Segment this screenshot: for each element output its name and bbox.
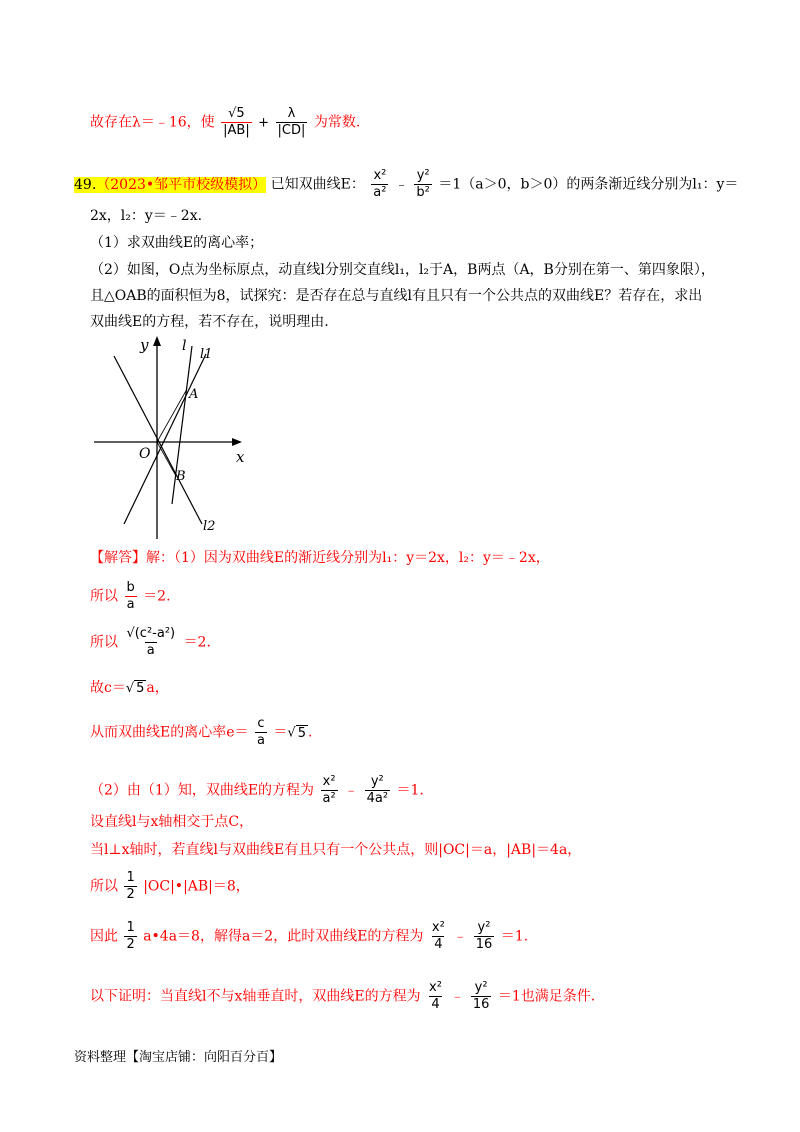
segment-ob: [157, 442, 176, 476]
result-line: [90, 106, 360, 139]
solution-line-11: 以下证明：当直线l不与x轴垂直时，双曲线E的方程为 $\frac{\text{x²}}{4}$ ﹣ $\frac{\text{y²}}{16}$ ＝1也满足条件.: [90, 980, 596, 1012]
solution-line-2: 所以 $\frac{b}{a}$ ＝2.: [90, 580, 171, 612]
question-1: （1）求双曲线E的离心率；: [90, 235, 264, 251]
problem-number: 49.（2023•邹平市校级模拟）: [74, 176, 267, 193]
hyperbola-figure: [90, 334, 260, 544]
fraction-x2-4-b: $\frac{\text{x²}}{4}$: [429, 980, 442, 1012]
fraction-y2-16-b: $\frac{\text{y²}}{16}$: [472, 980, 490, 1012]
solution-line-6: （2）由（1）知，双曲线E的方程为 $\frac{\text{x²}}{\text{a²}}$ ﹣ $\frac{\text{y²}}{\text{4a²}}$ ＝1.: [90, 774, 424, 806]
label-a: A: [189, 387, 199, 402]
line-l1: [124, 354, 206, 524]
label-l: l: [182, 338, 187, 354]
label-l1: l1: [200, 347, 213, 362]
solution-line-8: 当l⊥x轴时，若直线l与双曲线E有且只有一个公共点，则|OC|＝a，|AB|＝4a，: [90, 842, 582, 858]
fraction-x2-4: $\frac{\text{x²}}{4}$: [431, 920, 445, 952]
sqrt-5-result: √ 5: [287, 725, 306, 741]
fraction-x2-a2: $\frac{\text{x²}}{\text{a²}}$: [373, 168, 387, 200]
result-prefix: 故存在λ＝﹣16，使: [90, 114, 215, 131]
x-axis-arrow: [232, 438, 242, 446]
plus-sign: +: [258, 115, 270, 131]
solution-line-3: 所以 $\frac{\text{√(c²-a²)}}{a}$ ＝2.: [90, 626, 211, 658]
question-2-line-1: （2）如图，O点为坐标原点，动直线l分别交直线l₁，l₂于A，B两点（A，B分别在第一、第四象限），: [90, 262, 715, 278]
fraction-c-a: $\frac{c}{a}$: [256, 716, 265, 748]
label-y: y: [140, 336, 149, 354]
fraction-lambda-cd: $\frac{\lambda}{|CD|}$: [277, 106, 306, 138]
fraction-sqrt5-ab: $\frac{√5}{|AB|}$: [223, 106, 250, 138]
fraction-one-half: $\frac{1}{2}$: [126, 870, 135, 902]
label-l2: l2: [203, 519, 216, 534]
problem-line-2: 2x，l₂：y＝﹣2x.: [90, 208, 203, 224]
fraction-b-a: $\frac{b}{a}$: [126, 580, 135, 612]
solution-tag: 【解答】: [90, 550, 146, 566]
footer-text: 资料整理【淘宝店铺：向阳百分百】: [74, 1050, 283, 1065]
label-o: O: [139, 446, 151, 462]
label-x: x: [236, 448, 245, 466]
solution-line-9: 所以 $\frac{1}{2}$ |OC|•|AB|＝8，: [90, 870, 250, 902]
fraction-sqrt-c2-a2-over-a: $\frac{\text{√(c²-a²)}}{a}$: [126, 626, 176, 658]
problem-header: 49.（2023•邹平市校级模拟） 已知双曲线E： $\frac{\text{x²}}{\text{a²}}$ ﹣ $\frac{\text{y²}}{\text{b²}}$ ＝1（a＞0，b＞0）的两条渐近线分别为l₁：y＝: [74, 168, 739, 200]
problem-intro: 已知双曲线E：: [270, 176, 365, 193]
y-axis-arrow: [153, 336, 161, 346]
fraction-one-half-2: $\frac{1}{2}$: [126, 920, 135, 952]
sqrt-5: √ 5: [125, 681, 145, 696]
solution-line-5: 从而双曲线E的离心率e＝ $\frac{c}{a}$ ＝√ 5 .: [90, 716, 313, 748]
question-2-line-2: 且△OAB的面积恒为8，试探究：是否存在总与直线l有且只有一个公共点的双曲线E？若存在，求出: [90, 288, 703, 304]
question-2-line-3: 双曲线E的方程，若不存在，说明理由.: [90, 314, 329, 330]
problem-condition: ＝1（a＞0，b＞0）的两条渐近线分别为l₁：y＝: [438, 176, 739, 193]
label-b: B: [176, 469, 186, 484]
result-suffix: 为常数.: [313, 114, 361, 131]
solution-line-1: 【解答】解：（1）因为双曲线E的渐近线分别为l₁：y＝2x，l₂：y＝﹣2x，: [90, 550, 550, 566]
fraction-y2-4a2: $\frac{\text{y²}}{\text{4a²}}$: [366, 774, 389, 806]
solution-line-7: 设直线l与x轴相交于点C，: [90, 814, 254, 830]
fraction-y2-16: $\frac{\text{y²}}{16}$: [475, 920, 493, 952]
solution-line-4: 故c＝√ 5 a，: [90, 680, 169, 696]
fraction-x2-a2-sol: $\frac{\text{x²}}{\text{a²}}$: [322, 774, 336, 806]
fraction-y2-b2: $\frac{\text{y²}}{\text{b²}}$: [416, 168, 430, 200]
solution-line-10: 因此 $\frac{1}{2}$ a•4a＝8，解得a＝2，此时双曲线E的方程为 $\frac{\text{x²}}{4}$ ﹣ $\frac{\text{y²}}{16}$ ＝1.: [90, 920, 529, 952]
segment-oa: [157, 389, 187, 442]
